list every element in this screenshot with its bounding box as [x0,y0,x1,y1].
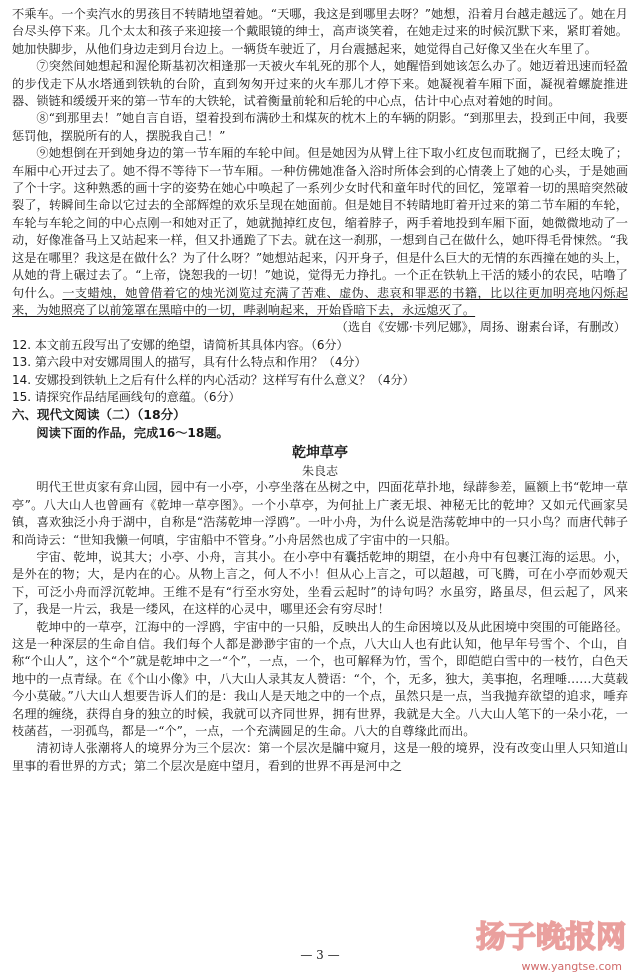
story-paragraph-8: ⑧“到那里去！”她自言自语，望着投到布满砂土和煤灰的枕木上的车辆的阴影。“到那里去，投到正中间，我要惩罚他，摆脱所有的人，摆脱我自己！” [12,111,628,143]
story-paragraph-9 [12,145,628,319]
article-author: 朱良志 [301,464,338,479]
article-paragraph-2: 宇宙、乾坤，说其大；小亭、小舟，言其小。在小亭中有囊括乾坤的期望，在小舟中有包裹江海的运思。小，是外在的物；大，是内在的心。从物上言之，何人不小！但从心上言之，可以超越，可飞腾，可在小亭而妙观天下，可泛小舟而浮沉乾坤。王维不是有“行至水穷处，坐看云起时”的诗句吗？水虽穷，路虽尽，但云起了，风来了，我是一片云，我是一缕风，在这样的心灵中，哪里还会有穷尽时！ [12,549,628,617]
story-paragraph-7: ⑦突然间她想起和渥伦斯基初次相逢那一天被火车轧死的那个人，她醒悟到她该怎么办了。她迈着迅速而轻盈的步伐走下从水塔通到铁轨的台阶，直到匆匆开过来的火车那儿才停下来。她凝视着车厢下面，凝视着螺旋推进器、锁链和缓缓开来的第一节车的大铁轮，试着衡量前轮和后轮的中心点，估计中心点对着她的时间。 [12,59,628,109]
watermark-url: www.yangtse.com [521,960,622,973]
article-title: 乾坤草亭 [292,445,348,462]
section-instruction: 阅读下面的作品，完成16～18题。 [36,426,229,441]
story-paragraph-9-text: ⑨她想倒在开到她身边的第一节车厢的车轮中间。但是她因为从臂上往下取小红皮包而耽搁了，已经太晚了；车厢中心开过去了。她不得不等待下一节车厢。一种仿佛她准备入浴时所体会到的心情袭上了她的心头，于是她画了个十字。这种熟悉的画十字的姿势在她心中唤起了一系列少女时代和童年时代的回忆，笼罩着一切的黑暗突然破裂了，转瞬间生命以它过去的全部辉煌的欢乐呈现在她面前。但是她目不转睛地盯着开过来的第二节车厢的车轮，车轮与车轮之间的中心点刚一和她对正了，她就抛掉红皮包，缩着脖子，两手着地投到车厢下面，她微微地动了一动，好像准备马上又站起来一样，但又扑通跪了下去。就在这一刹那，一想到自己在做什么，她吓得毛骨悚然。“我这是在哪里？我这是在做什么？为了什么呀？”她想站起来，闪开身子，但是什么巨大的无情的东西撞在她的头上，从她的背上碾过去了。“上帝，饶恕我的一切！”她说，觉得无力挣扎。一个正在铁轨上干活的矮小的农民，咕噜了句什么。 [12,146,628,300]
watermark-logo [476,909,626,961]
watermark-text: 扬子晚报网 [476,920,626,955]
page-number: — 3 — [300,948,340,962]
question-13: 13. 第六段中对安娜周围人的描写，具有什么特点和作用？（4分） [12,355,367,370]
question-14: 14. 安娜投到铁轨上之后有什么样的内心活动？这样写有什么意义？（4分） [12,372,415,387]
article-paragraph-1: 明代王世贞家有弇山园，园中有一小亭，小亭坐落在丛树之中，四面花草扑地，绿薜参差，匾额上书“乾坤一草亭”。八大山人也曾画有《乾坤一草亭图》。一个小草亭，为何扯上广袤无垠、神秘无比的乾坤？又如元代画家吴镇，喜欢独泛小舟于湖中，自称是“浩荡乾坤一浮鸥”。一叶小舟，为什么说是浩荡乾坤中的一只小鸟？而唐代韩子和尚诗云：“世知我懒一何嗔，宇宙船中不管身。”小舟居然也成了宇宙中的一只船。 [12,480,628,547]
story-source: （选自《安娜·卡列尼娜》，周扬、谢素台译，有删改） [335,320,626,335]
story-paragraph-1: 不乘车。一个卖汽水的男孩目不转睛地望着她。“天哪，我这是到哪里去呀？”她想，沿着月台越走越远了。她在月台尽头停下来。几个太太和孩子来迎接一个戴眼镜的绅士，高声谈笑着，在她走过来的时候沉默下来，紧盯着她。她加快脚步，从他们身边走到月台边上。一辆货车驶近了，月台震撼起来，她觉得自己好像又坐在火车里了。 [12,7,628,56]
question-15: 15. 请探究作品结尾画线句的意蕴。（6分） [12,389,241,404]
section-heading: 六、现代文阅读（二）（18分） [12,407,186,423]
article-paragraph-4: 清初诗人张潮将人的境界分为三个层次：第一个层次是牖中窥月，这是一般的境界，没有改变山里人只知道山里事的看世界的方式；第二个层次是庭中望月，看到的世界不再是河中之 [12,741,628,773]
exam-page [12,6,628,775]
underlined-ending-sentence: 一支蜡烛，她曾借着它的烛光浏览过充满了苦难、虚伪、悲哀和罪恶的书籍，比以往更加明亮地闪烁起来，为她照亮了以前笼罩在黑暗中的一切，哔剥响起来，开始昏暗下去，永远熄灭了。 [12,285,629,317]
question-12: 12. 本文前五段写出了安娜的绝望，请简析其具体内容。（6分） [12,337,349,352]
article-paragraph-3: 乾坤中的一草亭，江海中的一浮鸥，宇宙中的一只船，反映出人的生命困境以及从此困境中突围的可能路径。这是一种深层的生命自信。我们每个人都是渺渺宇宙的一个点，八大山人也有此认知，他早年号雪个、个山，自称“个山人”，这个“个”就是乾坤中之一“个”，一点，一个，也可解释为竹，雪个，即皑皑白雪中的一枝竹，白色天地中的一点青绿。在《个山小像》中，八大山人录其友人赞语：“个，个，无多，独大，美事抱，名理唾……大莫载今小莫破。”八大山人想要告诉人们的是：我山人是天地之中的一个点，虽然只是一点，当我抛弃欲望的追求，唾弃名理的缠绕，获得自身的独立的时候，我就可以齐同世界，拥有世界，我就是大全。八大山人笔下的一朵小花，一枝菡萏，一羽孤鸟，都是一“个”，一点，一个充满圆足的生命。八大的自尊缘此而出。 [12,619,628,739]
